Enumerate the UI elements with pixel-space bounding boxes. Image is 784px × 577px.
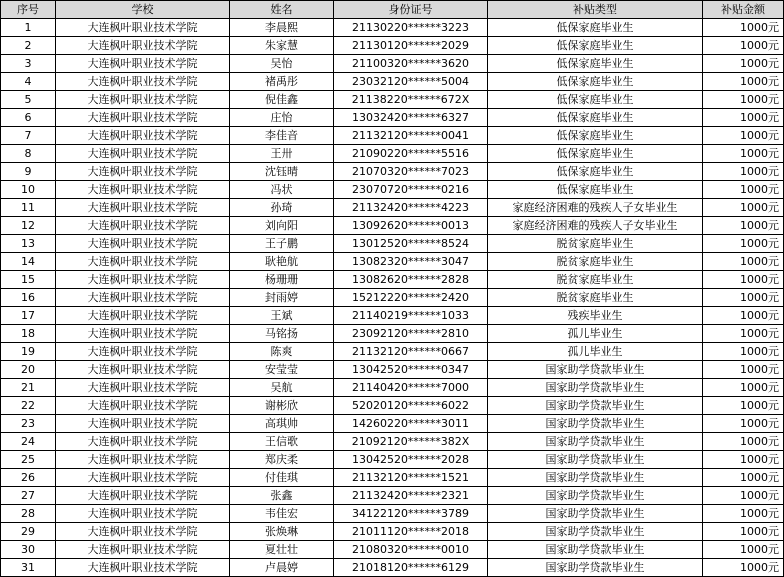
cell-school: 大连枫叶职业技术学院: [56, 127, 230, 145]
cell-index: 15: [1, 271, 56, 289]
cell-type: 低保家庭毕业生: [488, 73, 703, 91]
cell-name: 冯状: [230, 181, 334, 199]
cell-name: 吴怡: [230, 55, 334, 73]
cell-name: 杨珊珊: [230, 271, 334, 289]
cell-school: 大连枫叶职业技术学院: [56, 109, 230, 127]
cell-name: 马铭扬: [230, 325, 334, 343]
cell-index: 14: [1, 253, 56, 271]
cell-id: 23070720******0216: [334, 181, 488, 199]
col-header-name: 姓名: [230, 1, 334, 19]
cell-amount: 1000元: [703, 559, 784, 577]
cell-type: 低保家庭毕业生: [488, 109, 703, 127]
table-row: [1, 379, 784, 397]
cell-id: 21080320******0010: [334, 541, 488, 559]
cell-type: 低保家庭毕业生: [488, 163, 703, 181]
table-row: [1, 289, 784, 307]
table-row: [1, 235, 784, 253]
cell-index: 19: [1, 343, 56, 361]
cell-index: 17: [1, 307, 56, 325]
cell-school: 大连枫叶职业技术学院: [56, 523, 230, 541]
cell-amount: 1000元: [703, 469, 784, 487]
cell-school: 大连枫叶职业技术学院: [56, 271, 230, 289]
cell-name: 倪佳鑫: [230, 91, 334, 109]
table-row: [1, 91, 784, 109]
table-row: [1, 505, 784, 523]
table-row: [1, 325, 784, 343]
cell-amount: 1000元: [703, 523, 784, 541]
cell-name: 张鑫: [230, 487, 334, 505]
table-row: [1, 451, 784, 469]
cell-index: 28: [1, 505, 56, 523]
cell-type: 国家助学贷款毕业生: [488, 415, 703, 433]
table-row: [1, 541, 784, 559]
table-row: [1, 199, 784, 217]
cell-school: 大连枫叶职业技术学院: [56, 73, 230, 91]
table-row: [1, 37, 784, 55]
cell-index: 31: [1, 559, 56, 577]
cell-index: 8: [1, 145, 56, 163]
cell-type: 低保家庭毕业生: [488, 55, 703, 73]
cell-index: 4: [1, 73, 56, 91]
cell-name: 王斌: [230, 307, 334, 325]
cell-index: 2: [1, 37, 56, 55]
cell-index: 22: [1, 397, 56, 415]
cell-index: 25: [1, 451, 56, 469]
cell-type: 脱贫家庭毕业生: [488, 289, 703, 307]
cell-name: 王子鹏: [230, 235, 334, 253]
cell-index: 27: [1, 487, 56, 505]
cell-school: 大连枫叶职业技术学院: [56, 199, 230, 217]
cell-id: 21132120******0667: [334, 343, 488, 361]
col-header-index: 序号: [1, 1, 56, 19]
cell-name: 韦佳宏: [230, 505, 334, 523]
cell-school: 大连枫叶职业技术学院: [56, 181, 230, 199]
cell-type: 低保家庭毕业生: [488, 145, 703, 163]
cell-name: 付佳琪: [230, 469, 334, 487]
table-row: [1, 163, 784, 181]
cell-school: 大连枫叶职业技术学院: [56, 55, 230, 73]
cell-index: 20: [1, 361, 56, 379]
cell-name: 高琪帅: [230, 415, 334, 433]
cell-school: 大连枫叶职业技术学院: [56, 19, 230, 37]
cell-school: 大连枫叶职业技术学院: [56, 91, 230, 109]
cell-school: 大连枫叶职业技术学院: [56, 541, 230, 559]
cell-index: 10: [1, 181, 56, 199]
cell-id: 21018120******6129: [334, 559, 488, 577]
cell-amount: 1000元: [703, 271, 784, 289]
cell-amount: 1000元: [703, 289, 784, 307]
cell-amount: 1000元: [703, 199, 784, 217]
col-header-id: 身份证号: [334, 1, 488, 19]
cell-id: 13042520******0347: [334, 361, 488, 379]
cell-school: 大连枫叶职业技术学院: [56, 325, 230, 343]
cell-id: 13082320******3047: [334, 253, 488, 271]
cell-id: 13082620******2828: [334, 271, 488, 289]
cell-type: 孤儿毕业生: [488, 343, 703, 361]
table-row: [1, 307, 784, 325]
cell-amount: 1000元: [703, 127, 784, 145]
cell-id: 14260220******3011: [334, 415, 488, 433]
cell-index: 24: [1, 433, 56, 451]
cell-type: 脱贫家庭毕业生: [488, 235, 703, 253]
table-row: [1, 559, 784, 577]
table-row: [1, 217, 784, 235]
cell-school: 大连枫叶职业技术学院: [56, 397, 230, 415]
cell-type: 国家助学贷款毕业生: [488, 397, 703, 415]
cell-id: 21138220******672X: [334, 91, 488, 109]
cell-id: 21140420******7000: [334, 379, 488, 397]
cell-id: 13092620******0013: [334, 217, 488, 235]
cell-school: 大连枫叶职业技术学院: [56, 487, 230, 505]
cell-amount: 1000元: [703, 451, 784, 469]
table-row: [1, 145, 784, 163]
cell-amount: 1000元: [703, 163, 784, 181]
table-row: [1, 487, 784, 505]
cell-id: 21070320******7023: [334, 163, 488, 181]
cell-index: 23: [1, 415, 56, 433]
cell-type: 国家助学贷款毕业生: [488, 379, 703, 397]
cell-name: 王卅: [230, 145, 334, 163]
cell-id: 21090220******5516: [334, 145, 488, 163]
cell-name: 庄怡: [230, 109, 334, 127]
cell-id: 13042520******2028: [334, 451, 488, 469]
cell-id: 13032420******6327: [334, 109, 488, 127]
cell-school: 大连枫叶职业技术学院: [56, 505, 230, 523]
cell-name: 卢晨婷: [230, 559, 334, 577]
table-row: [1, 469, 784, 487]
cell-index: 21: [1, 379, 56, 397]
cell-name: 耿艳航: [230, 253, 334, 271]
cell-id: 21130220******3223: [334, 19, 488, 37]
cell-school: 大连枫叶职业技术学院: [56, 433, 230, 451]
cell-id: 21132420******2321: [334, 487, 488, 505]
table-row: [1, 523, 784, 541]
cell-amount: 1000元: [703, 325, 784, 343]
cell-amount: 1000元: [703, 145, 784, 163]
cell-name: 褚禹彤: [230, 73, 334, 91]
cell-type: 低保家庭毕业生: [488, 181, 703, 199]
cell-name: 李佳音: [230, 127, 334, 145]
cell-id: 34122120******3789: [334, 505, 488, 523]
cell-index: 12: [1, 217, 56, 235]
cell-school: 大连枫叶职业技术学院: [56, 361, 230, 379]
cell-school: 大连枫叶职业技术学院: [56, 451, 230, 469]
cell-school: 大连枫叶职业技术学院: [56, 163, 230, 181]
cell-id: 21130120******2029: [334, 37, 488, 55]
cell-index: 13: [1, 235, 56, 253]
cell-name: 朱家慧: [230, 37, 334, 55]
cell-id: 15212220******2420: [334, 289, 488, 307]
cell-id: 21011120******2018: [334, 523, 488, 541]
cell-amount: 1000元: [703, 361, 784, 379]
cell-school: 大连枫叶职业技术学院: [56, 343, 230, 361]
cell-type: 家庭经济困难的残疾人子女毕业生: [488, 217, 703, 235]
cell-name: 张焕琳: [230, 523, 334, 541]
cell-index: 6: [1, 109, 56, 127]
cell-type: 低保家庭毕业生: [488, 37, 703, 55]
cell-amount: 1000元: [703, 235, 784, 253]
cell-type: 国家助学贷款毕业生: [488, 469, 703, 487]
table-row: [1, 271, 784, 289]
table-row: [1, 127, 784, 145]
cell-index: 5: [1, 91, 56, 109]
col-header-school: 学校: [56, 1, 230, 19]
cell-type: 国家助学贷款毕业生: [488, 541, 703, 559]
table-row: [1, 415, 784, 433]
cell-amount: 1000元: [703, 433, 784, 451]
cell-amount: 1000元: [703, 217, 784, 235]
cell-school: 大连枫叶职业技术学院: [56, 217, 230, 235]
cell-type: 低保家庭毕业生: [488, 91, 703, 109]
cell-type: 脱贫家庭毕业生: [488, 271, 703, 289]
cell-type: 国家助学贷款毕业生: [488, 433, 703, 451]
cell-index: 1: [1, 19, 56, 37]
cell-index: 3: [1, 55, 56, 73]
cell-id: 52020120******6022: [334, 397, 488, 415]
col-header-amount: 补贴金额: [703, 1, 784, 19]
cell-school: 大连枫叶职业技术学院: [56, 559, 230, 577]
table-row: [1, 343, 784, 361]
cell-name: 陈爽: [230, 343, 334, 361]
cell-name: 孙琦: [230, 199, 334, 217]
cell-index: 7: [1, 127, 56, 145]
cell-type: 低保家庭毕业生: [488, 19, 703, 37]
cell-amount: 1000元: [703, 505, 784, 523]
cell-name: 谢彬欣: [230, 397, 334, 415]
cell-type: 残疾毕业生: [488, 307, 703, 325]
cell-type: 国家助学贷款毕业生: [488, 559, 703, 577]
cell-school: 大连枫叶职业技术学院: [56, 415, 230, 433]
cell-amount: 1000元: [703, 307, 784, 325]
cell-name: 沈钰晴: [230, 163, 334, 181]
cell-school: 大连枫叶职业技术学院: [56, 469, 230, 487]
cell-amount: 1000元: [703, 253, 784, 271]
cell-type: 国家助学贷款毕业生: [488, 361, 703, 379]
cell-school: 大连枫叶职业技术学院: [56, 145, 230, 163]
cell-name: 吴航: [230, 379, 334, 397]
cell-amount: 1000元: [703, 397, 784, 415]
cell-amount: 1000元: [703, 37, 784, 55]
cell-type: 国家助学贷款毕业生: [488, 505, 703, 523]
cell-id: 23032120******5004: [334, 73, 488, 91]
cell-id: 21132120******0041: [334, 127, 488, 145]
cell-name: 安莹莹: [230, 361, 334, 379]
cell-school: 大连枫叶职业技术学院: [56, 307, 230, 325]
cell-index: 16: [1, 289, 56, 307]
cell-id: 21092120******382X: [334, 433, 488, 451]
cell-school: 大连枫叶职业技术学院: [56, 37, 230, 55]
cell-type: 脱贫家庭毕业生: [488, 253, 703, 271]
cell-index: 26: [1, 469, 56, 487]
cell-type: 家庭经济困难的残疾人子女毕业生: [488, 199, 703, 217]
cell-name: 封雨婷: [230, 289, 334, 307]
cell-index: 9: [1, 163, 56, 181]
cell-amount: 1000元: [703, 541, 784, 559]
cell-type: 低保家庭毕业生: [488, 127, 703, 145]
table-row: [1, 109, 784, 127]
cell-name: 王信歌: [230, 433, 334, 451]
cell-type: 孤儿毕业生: [488, 325, 703, 343]
table-row: [1, 181, 784, 199]
cell-amount: 1000元: [703, 109, 784, 127]
cell-amount: 1000元: [703, 19, 784, 37]
cell-amount: 1000元: [703, 415, 784, 433]
cell-id: 23092120******2810: [334, 325, 488, 343]
cell-type: 国家助学贷款毕业生: [488, 487, 703, 505]
cell-type: 国家助学贷款毕业生: [488, 451, 703, 469]
col-header-type: 补贴类型: [488, 1, 703, 19]
cell-type: 国家助学贷款毕业生: [488, 523, 703, 541]
cell-amount: 1000元: [703, 343, 784, 361]
table-row: [1, 397, 784, 415]
cell-amount: 1000元: [703, 487, 784, 505]
cell-school: 大连枫叶职业技术学院: [56, 235, 230, 253]
cell-amount: 1000元: [703, 181, 784, 199]
cell-id: 21140219******1033: [334, 307, 488, 325]
cell-name: 李晨熙: [230, 19, 334, 37]
cell-id: 21132420******4223: [334, 199, 488, 217]
table-row: [1, 253, 784, 271]
cell-name: 夏壮壮: [230, 541, 334, 559]
table-row: [1, 73, 784, 91]
table-row: [1, 433, 784, 451]
cell-index: 30: [1, 541, 56, 559]
cell-amount: 1000元: [703, 379, 784, 397]
header-row: [1, 1, 784, 19]
cell-amount: 1000元: [703, 55, 784, 73]
cell-index: 29: [1, 523, 56, 541]
cell-id: 21100320******3620: [334, 55, 488, 73]
table-row: [1, 361, 784, 379]
cell-index: 18: [1, 325, 56, 343]
table-row: [1, 19, 784, 37]
cell-amount: 1000元: [703, 73, 784, 91]
cell-name: 郑庆柔: [230, 451, 334, 469]
cell-index: 11: [1, 199, 56, 217]
cell-school: 大连枫叶职业技术学院: [56, 253, 230, 271]
cell-id: 21132120******1521: [334, 469, 488, 487]
cell-school: 大连枫叶职业技术学院: [56, 379, 230, 397]
cell-amount: 1000元: [703, 91, 784, 109]
cell-id: 13012520******8524: [334, 235, 488, 253]
cell-school: 大连枫叶职业技术学院: [56, 289, 230, 307]
table-row: [1, 55, 784, 73]
cell-name: 刘向阳: [230, 217, 334, 235]
